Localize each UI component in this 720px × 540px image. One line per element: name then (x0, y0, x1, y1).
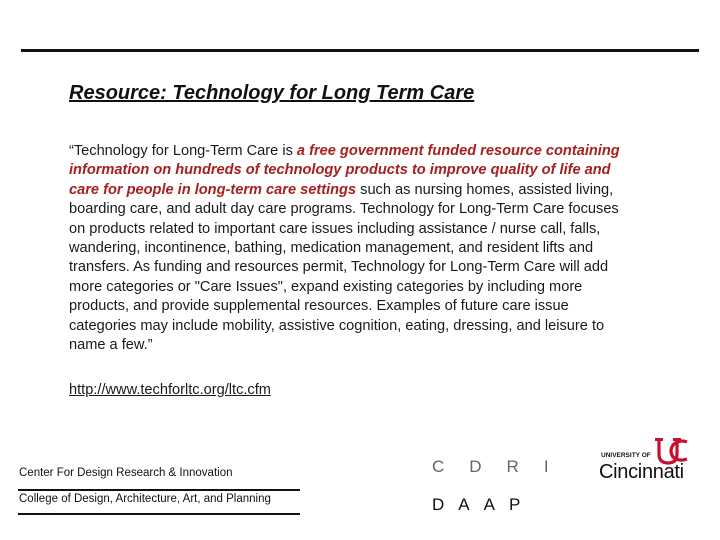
footer-center-name: Center For Design Research & Innovation (19, 467, 233, 479)
resource-link[interactable]: http://www.techforltc.org/ltc.cfm (69, 382, 271, 398)
daap-wordmark: DAAP (432, 495, 535, 514)
logo-cincinnati: Cincinnati (599, 461, 684, 483)
quote-text-rest: such as nursing homes, assisted living, boarding care, and adult day care programs. Technology for Long-Term Care focuses on products related to important care issues including assistance / nurse call, falls, wandering, incontinence, bathing, medication management, and resident lifts and transfers. As funding and resources permit, Technology for Long-Term Care will add more categories or "Care Issues", expand existing categories by including more products, and provide supplemental resources. Examples of future care issue categories may include mobility, assistive cognition, eating, dressing, and leisure to name a few.” (69, 181, 619, 354)
cdri-wordmark: CDRI (432, 457, 574, 476)
uc-logo-icon (651, 437, 691, 467)
quote-text (69, 142, 629, 355)
footer-divider-2 (18, 513, 300, 515)
quote-text-intro: “Technology for Long-Term Care is (69, 143, 297, 159)
quote-highlight: a free government funded resource containing information on hundreds of technology products to improve quality of life and care for people in long-term care settings (69, 143, 620, 198)
footer-college-name: College of Design, Architecture, Art, and Planning (19, 493, 271, 505)
top-divider (21, 49, 699, 52)
logo-university-of: UNIVERSITY OF (601, 452, 651, 459)
footer-divider-1 (18, 489, 300, 491)
slide-title: Resource: Technology for Long Term Care (69, 82, 475, 104)
